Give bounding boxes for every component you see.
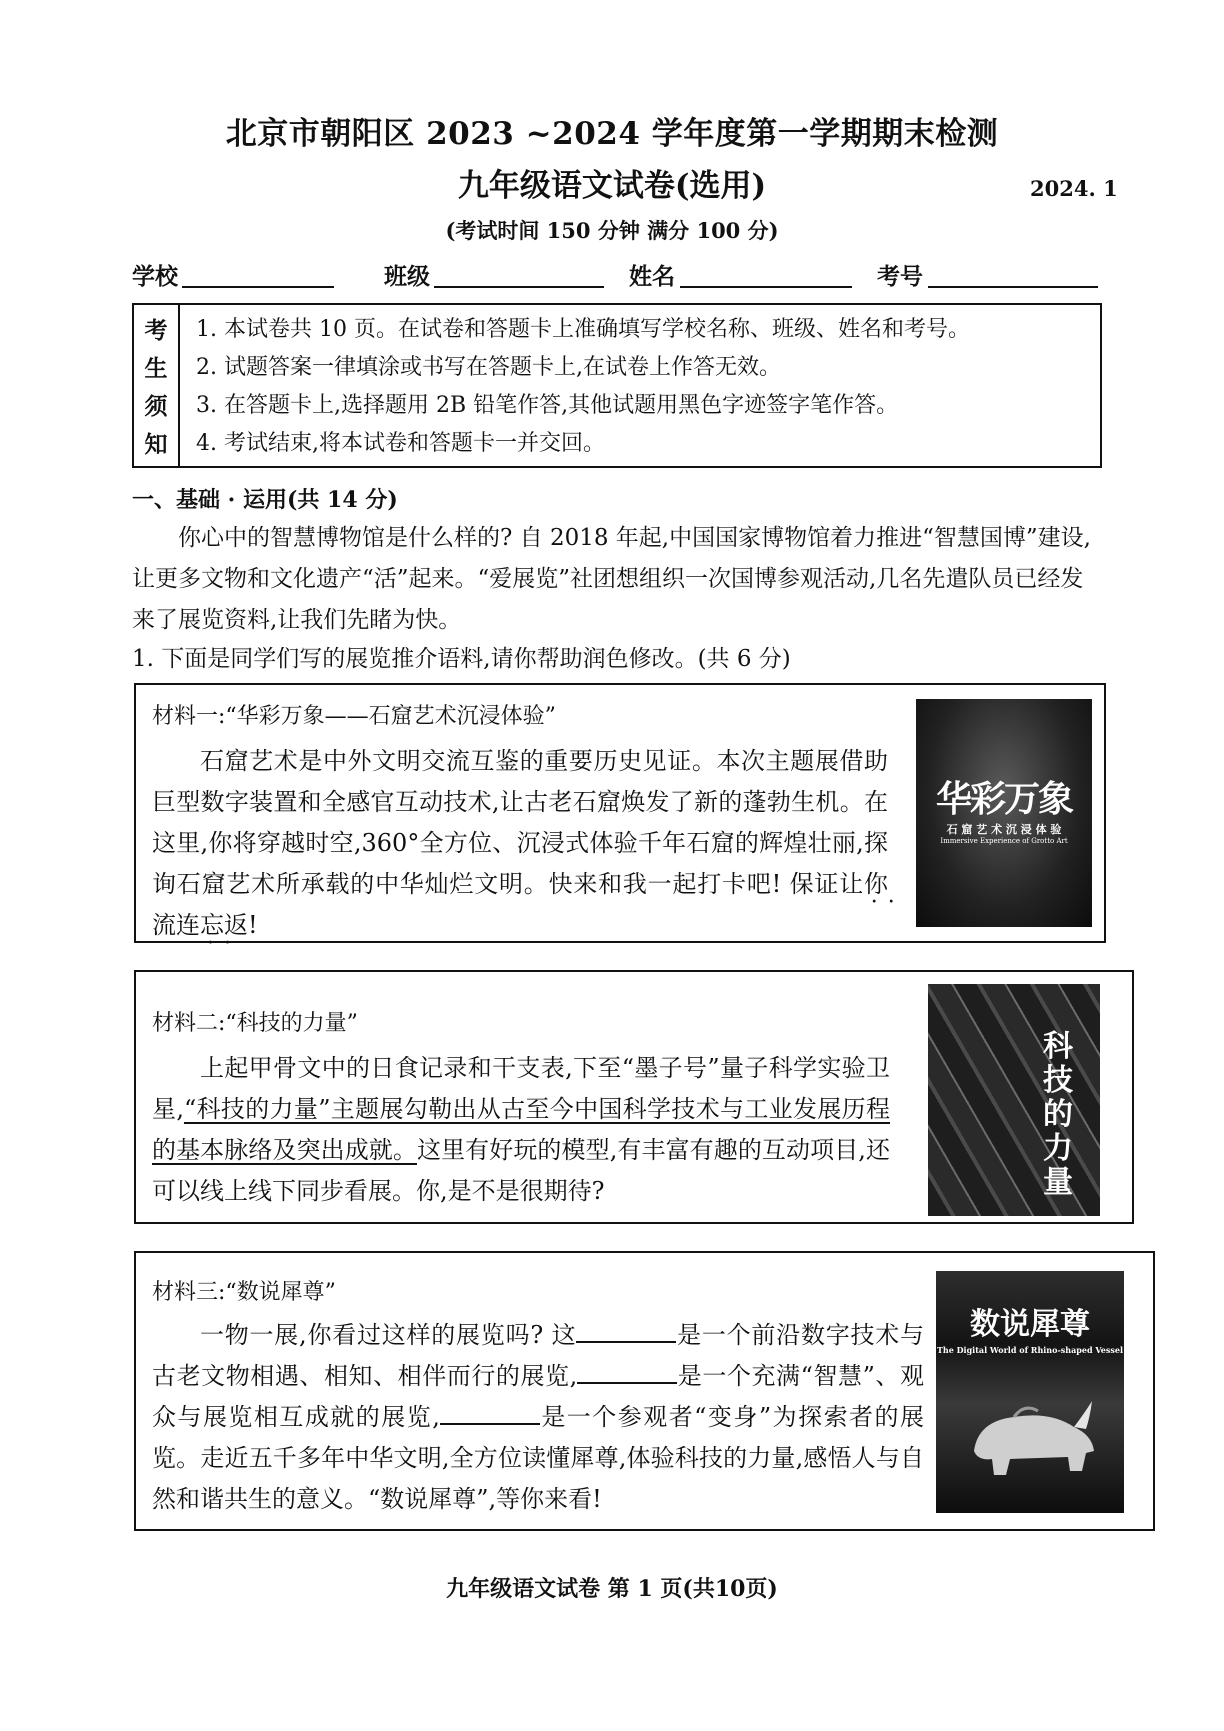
- poster-2-title: 科技的力量: [1043, 1029, 1073, 1200]
- material-3-text: [152, 1315, 924, 1520]
- material-2-box: [134, 970, 1134, 1224]
- school-field[interactable]: [182, 286, 334, 288]
- material-1-text-part: 石窟艺术所承载的中华灿烂文明。快来和我一起打卡吧! 保证让你: [176, 870, 889, 898]
- material-2-text-part: 这里有好玩的模型,有丰富有趣的互动项目,还可以线上线下同步看展。你,是不是很期待?: [152, 1136, 891, 1205]
- material-3-box: [134, 1251, 1155, 1531]
- name-field[interactable]: [680, 286, 852, 288]
- section-intro: 你心中的智慧博物馆是什么样的? 自 2018 年起,中国国家博物馆着力推进“智慧国博”建设,让更多文物和文化遗产“活”起来。“爱展览”社团想组织一次国博参观活动,几名先遣队员已经发来了展览资料,让我们先睹为快。: [132, 525, 1091, 633]
- underlined-sentence: “科技的力量”主题展勾勒出从古至今中国科学技术与工业发展历程的基本脉络及突出成就。: [152, 1095, 890, 1164]
- answer-blank-2[interactable]: [577, 1356, 677, 1384]
- answer-blank-3[interactable]: [440, 1397, 540, 1425]
- material-3-text-part: 是一个前沿数字技术与古老文物相遇、相知、相伴而行的展览,: [152, 1321, 925, 1390]
- poster-3-english: The Digital World of Rhino-shaped Vessel: [936, 1345, 1124, 1355]
- notice-list: [196, 311, 1092, 463]
- notice-item: 1. 本试卷共 10 页。在试卷和答题卡上准确填写学校名称、班级、姓名和考号。: [196, 317, 970, 342]
- exam-title: 北京市朝阳区 2023 ~2024 学年度第一学期期末检测: [225, 116, 999, 152]
- notice-head-char: 须: [144, 393, 168, 421]
- notice-item: 4. 考试结束,将本试卷和答题卡一并交回。: [196, 431, 605, 456]
- poster-1-title: 华彩万象: [935, 778, 1072, 820]
- material-3-poster: [936, 1271, 1124, 1513]
- poster-1-english: Immersive Experience of Grotto Art: [940, 837, 1068, 845]
- question-1: 1. 下面是同学们写的展览推介语料,请你帮助润色修改。(共 6 分): [132, 646, 791, 672]
- material-2-text-part: 上起甲骨文中的日食记录和干支表,下至“墨子号”量子科学实验卫星,: [152, 1054, 890, 1123]
- notice-head-char: 生: [144, 354, 168, 382]
- exam-subtitle: 九年级语文试卷(选用): [457, 168, 767, 204]
- material-3-title: 材料三:“数说犀尊”: [152, 1280, 336, 1305]
- notice-head-char: 知: [144, 431, 168, 459]
- dotted-word-2: 流连忘返 ··: [152, 911, 248, 939]
- notice-head-char: 考: [144, 316, 168, 344]
- material-3-text-part: 是一个参观者“变身”为探索者的展览。走近五千多年中华文明,全方位读懂犀尊,体验科技的力量,感悟人与自然和谐共生的意义。“数说犀尊”,等你来看!: [152, 1403, 924, 1513]
- material-3-text-part: 是一个充满“智慧”、观众与展览相互成就的展览,: [152, 1362, 924, 1431]
- material-2-title: 材料二:“科技的力量”: [152, 1011, 358, 1036]
- material-1-box: [134, 683, 1106, 943]
- dotted-word-1: 探询 ··: [152, 829, 888, 898]
- material-1-text-part: 石窟艺术是中外文明交流互鉴的重要历史见证。本次主题展借助巨型数字装置和全感官互动技术,让古老石窟焕发了新的蓬勃生机。在这里,你将穿越时空,360°全方位、沉浸式体验千年石窟的辉煌壮丽,: [152, 747, 888, 857]
- exam-date: 2024. 1: [1030, 176, 1118, 201]
- material-1-text-part: !: [248, 911, 258, 939]
- material-3-text-part: 一物一展,你看过这样的展览吗? 这: [200, 1321, 577, 1349]
- exam-meta: (考试时间 150 分钟 满分 100 分): [445, 218, 779, 243]
- notice-item: 2. 试题答案一律填涂或书写在答题卡上,在试卷上作答无效。: [196, 355, 781, 380]
- exam-no-field[interactable]: [928, 286, 1098, 288]
- notice-item: 3. 在答题卡上,选择题用 2B 铅笔作答,其他试题用黑色字迹签字笔作答。: [196, 393, 899, 418]
- material-2-text: [152, 1048, 890, 1212]
- poster-3-title: 数说犀尊: [970, 1307, 1090, 1342]
- student-info-row: [132, 258, 1102, 294]
- notice-heading: [134, 305, 180, 466]
- name-label: 姓名: [629, 263, 675, 290]
- class-field[interactable]: [434, 286, 604, 288]
- answer-blank-1[interactable]: [576, 1315, 676, 1343]
- exam-no-label: 考号: [877, 263, 923, 290]
- school-label: 学校: [132, 263, 178, 290]
- rhino-vessel-icon: [954, 1381, 1106, 1491]
- material-1-text: [152, 741, 888, 946]
- exam-notice-box: [132, 303, 1102, 468]
- section-title: 一、基础 · 运用(共 14 分): [132, 487, 398, 513]
- material-1-poster: [916, 699, 1092, 927]
- material-1-title: 材料一:“华彩万象——石窟艺术沉浸体验”: [152, 704, 556, 729]
- poster-1-subtitle: 石 窟 艺 术 沉 浸 体 验: [946, 823, 1062, 836]
- material-2-poster: [928, 984, 1100, 1216]
- class-label: 班级: [384, 263, 430, 290]
- page-footer: 九年级语文试卷 第 1 页(共10页): [446, 1576, 778, 1602]
